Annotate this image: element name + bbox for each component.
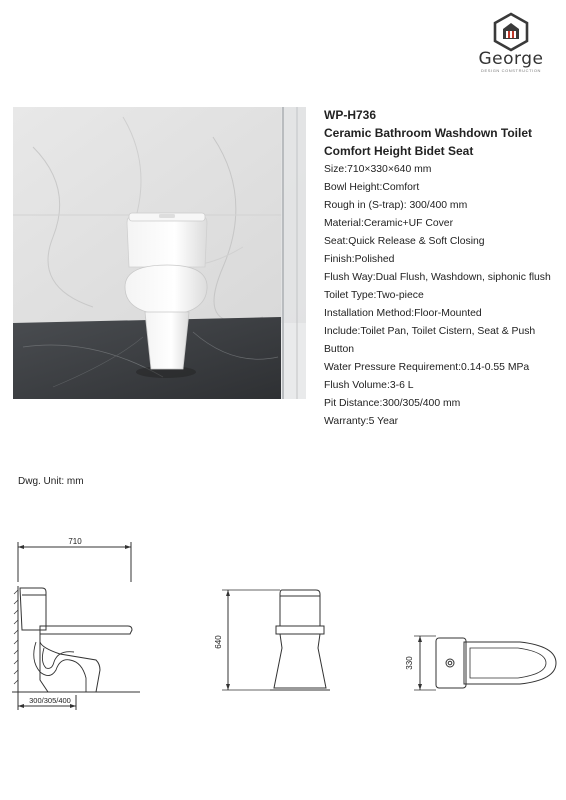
drawing-unit-label: Dwg. Unit: mm bbox=[18, 476, 84, 487]
spec-rough-in: Rough in (S-trap): 300/400 mm bbox=[324, 200, 468, 211]
title-line-1: Ceramic Bathroom Washdown Toilet bbox=[324, 126, 533, 140]
brand-subtitle: DESIGN CONSTRUCTION bbox=[480, 68, 542, 73]
spec-water-pressure: Water Pressure Requirement:0.14-0.55 MPa bbox=[324, 362, 530, 373]
depth-dimension-label: 330 bbox=[405, 656, 414, 670]
top-view-drawing bbox=[414, 636, 556, 690]
front-view-drawing bbox=[222, 590, 330, 690]
product-title-block bbox=[324, 106, 559, 160]
spec-size: Size:710×330×640 mm bbox=[324, 164, 432, 175]
side-view-drawing bbox=[12, 542, 140, 710]
product-photo bbox=[13, 107, 306, 399]
model-number: WP-H736 bbox=[324, 108, 377, 122]
spec-finish: Finish:Polished bbox=[324, 254, 395, 265]
brand-name: George bbox=[478, 49, 544, 69]
spec-list bbox=[324, 161, 564, 431]
pit-dimension-label: 300/305/400 bbox=[29, 696, 71, 705]
house-hexagon-icon bbox=[491, 12, 531, 52]
spec-flush-volume: Flush Volume:3-6 L bbox=[324, 380, 414, 391]
width-dimension-label: 710 bbox=[68, 537, 82, 546]
spec-seat: Seat:Quick Release & Soft Closing bbox=[324, 236, 485, 247]
spec-pit-distance: Pit Distance:300/305/400 mm bbox=[324, 398, 461, 409]
spec-toilet-type: Toilet Type:Two-piece bbox=[324, 290, 424, 301]
spec-bowl-height: Bowl Height:Comfort bbox=[324, 182, 420, 193]
spec-warranty: Warranty:5 Year bbox=[324, 416, 399, 427]
title-line-2: Comfort Height Bidet Seat bbox=[324, 144, 474, 158]
spec-include: Include:Toilet Pan, Toilet Cistern, Seat & Push Button bbox=[324, 326, 536, 355]
spec-material: Material:Ceramic+UF Cover bbox=[324, 218, 454, 229]
height-dimension-label: 640 bbox=[214, 635, 223, 649]
brand-logo bbox=[468, 12, 554, 86]
technical-drawing bbox=[0, 530, 566, 720]
spec-installation: Installation Method:Floor-Mounted bbox=[324, 308, 482, 319]
spec-flush-way: Flush Way:Dual Flush, Washdown, siphonic flush bbox=[324, 272, 551, 283]
